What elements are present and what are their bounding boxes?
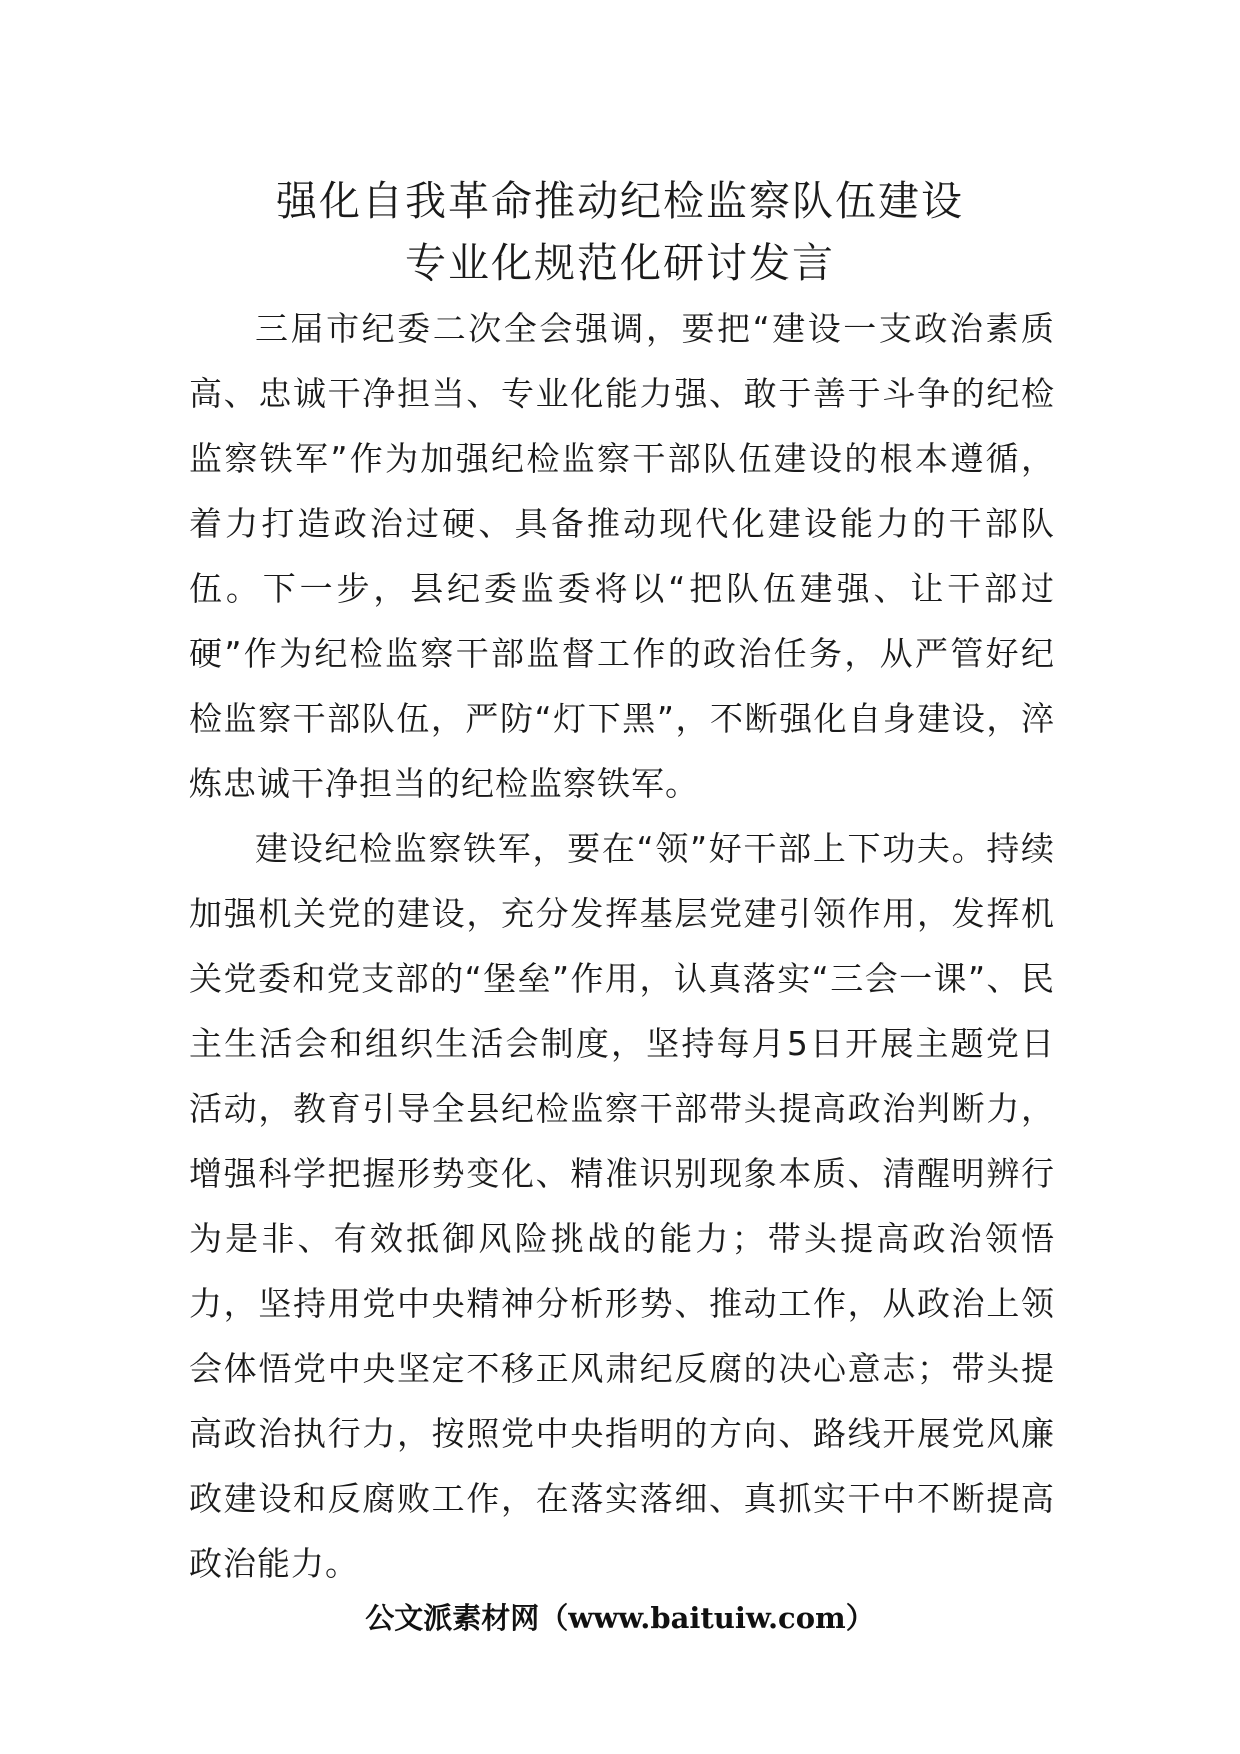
source-footer: 公文派素材网（www.baituiw.com）	[365, 1601, 875, 1635]
document-title-line-1: 强化自我革命推动纪检监察队伍建设	[276, 177, 964, 225]
body-paragraph-1: 三届市纪委二次全会强调，要把“建设一支政治素质高、忠诚干净担当、专业化能力强、敢于善于斗争的纪检监察铁军”作为加强纪检监察干部队伍建设的根本遵循，着力打造政治过硬、具备推动现代化建设能力的干部队伍。下一步，县纪委监委将以“把队伍建强、让干部过硬”作为纪检监察干部监督工作的政治任务，从严管好纪检监察干部队伍，严防“灯下黑”，不断强化自身建设，淬炼忠诚干净担当的纪检监察铁军。	[189, 309, 1055, 803]
body-paragraph-2: 建设纪检监察铁军，要在“领”好干部上下功夫。持续加强机关党的建设，充分发挥基层党建引领作用，发挥机关党委和党支部的“堡垒”作用，认真落实“三会一课”、民主生活会和组织生活会制度，坚持每月5日开展主题党日活动，教育引导全县纪检监察干部带头提高政治判断力，增强科学把握形势变化、精准识别现象本质、清醒明辨行为是非、有效抵御风险挑战的能力；带头提高政治领悟力，坚持用党中央精神分析形势、推动工作，从政治上领会体悟党中央坚定不移正风肃纪反腐的决心意志；带头提高政治执行力，按照党中央指明的方向、路线开展党风廉政建设和反腐败工作，在落实落细、真抓实干中不断提高政治能力。	[189, 829, 1055, 1583]
document-title-line-2: 专业化规范化研讨发言	[405, 239, 835, 287]
document-body	[189, 296, 1055, 1596]
